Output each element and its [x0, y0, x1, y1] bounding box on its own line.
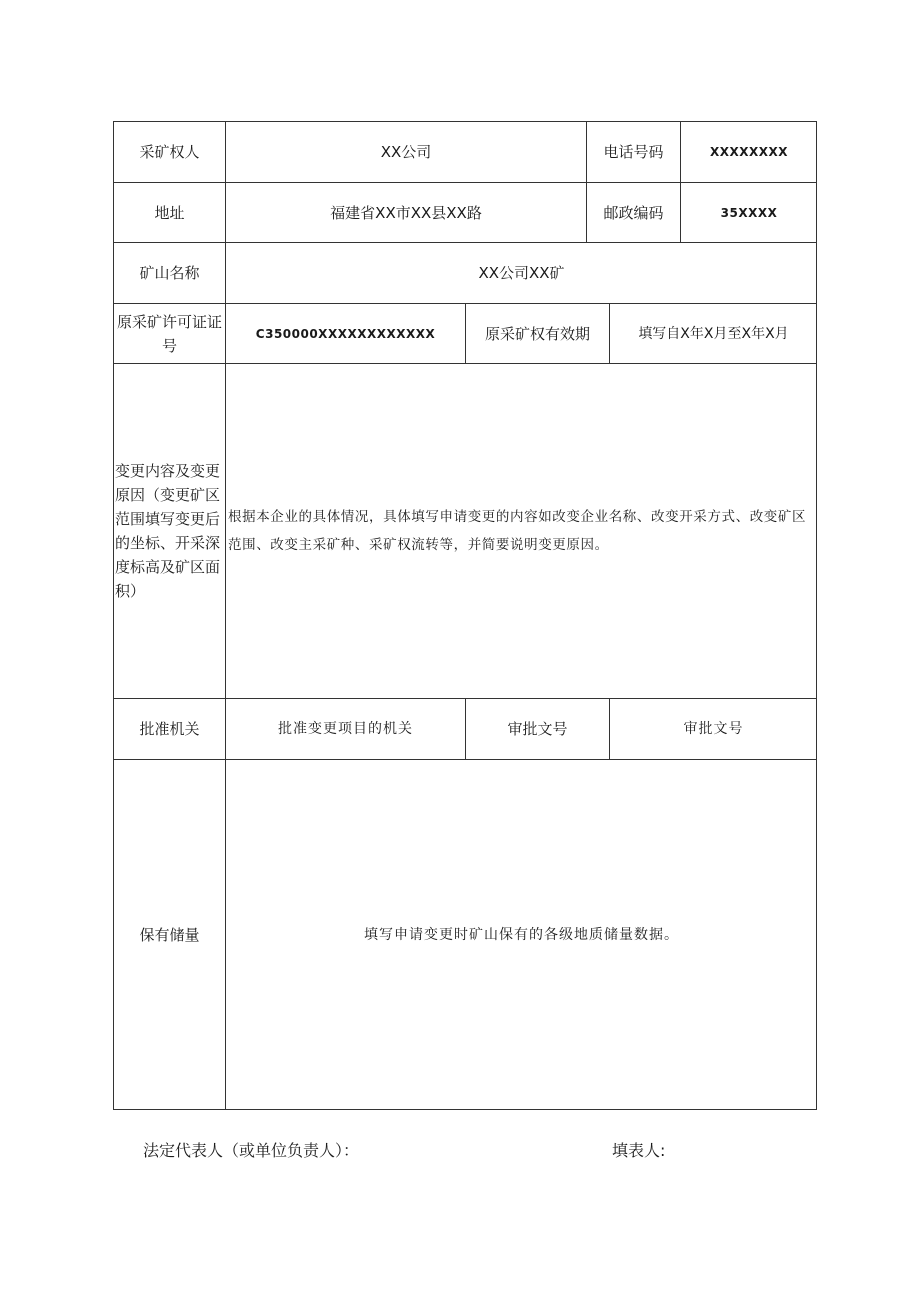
- approval-docno-value: 审批文号: [683, 721, 744, 737]
- change-content-value: 根据本企业的具体情况，具体填写申请变更的内容如改变企业名称、改变开采方式、改变矿区范围、改变主采矿种、采矿权流转等，并简要说明变更原因。: [228, 509, 807, 553]
- mining-right-holder-value: XX公司: [380, 143, 432, 161]
- phone-label: 电话号码: [603, 143, 664, 161]
- approval-authority-value: 批准变更项目的机关: [278, 721, 413, 737]
- original-license-number-value: C350000XXXXXXXXXXXX: [255, 326, 436, 341]
- postal-code-value: 35XXXX: [720, 205, 778, 220]
- change-content-label: 变更内容及变更原因（变更矿区范围填写变更后的坐标、开采深度标高及矿区面积）: [115, 462, 221, 600]
- reserves-label: 保有储量: [139, 925, 200, 944]
- address-value: 福建省XX市XX县XX路: [330, 203, 482, 222]
- approval-docno-label: 审批文号: [507, 720, 568, 738]
- legal-representative-signature-label: 法定代表人（或单位负责人）：: [143, 1141, 360, 1160]
- original-validity-value: 填写自X年X月至X年X月: [638, 325, 789, 342]
- postal-code-label: 邮政编码: [603, 203, 664, 222]
- reserves-value: 填写申请变更时矿山保有的各级地质储量数据。: [364, 926, 679, 943]
- mine-name-value: XX公司XX矿: [478, 264, 565, 282]
- original-validity-label: 原采矿权有效期: [484, 324, 590, 343]
- mine-name-label: 矿山名称: [139, 264, 200, 282]
- original-license-number-label: 原采矿许可证证号: [116, 312, 222, 355]
- address-label: 地址: [154, 203, 185, 222]
- form-filler-signature-label: 填表人:: [612, 1141, 666, 1160]
- approval-authority-label: 批准机关: [139, 720, 200, 738]
- application-form-table: [113, 121, 817, 1110]
- phone-value: XXXXXXXX: [709, 145, 788, 159]
- mining-right-holder-label: 采矿权人: [139, 143, 200, 161]
